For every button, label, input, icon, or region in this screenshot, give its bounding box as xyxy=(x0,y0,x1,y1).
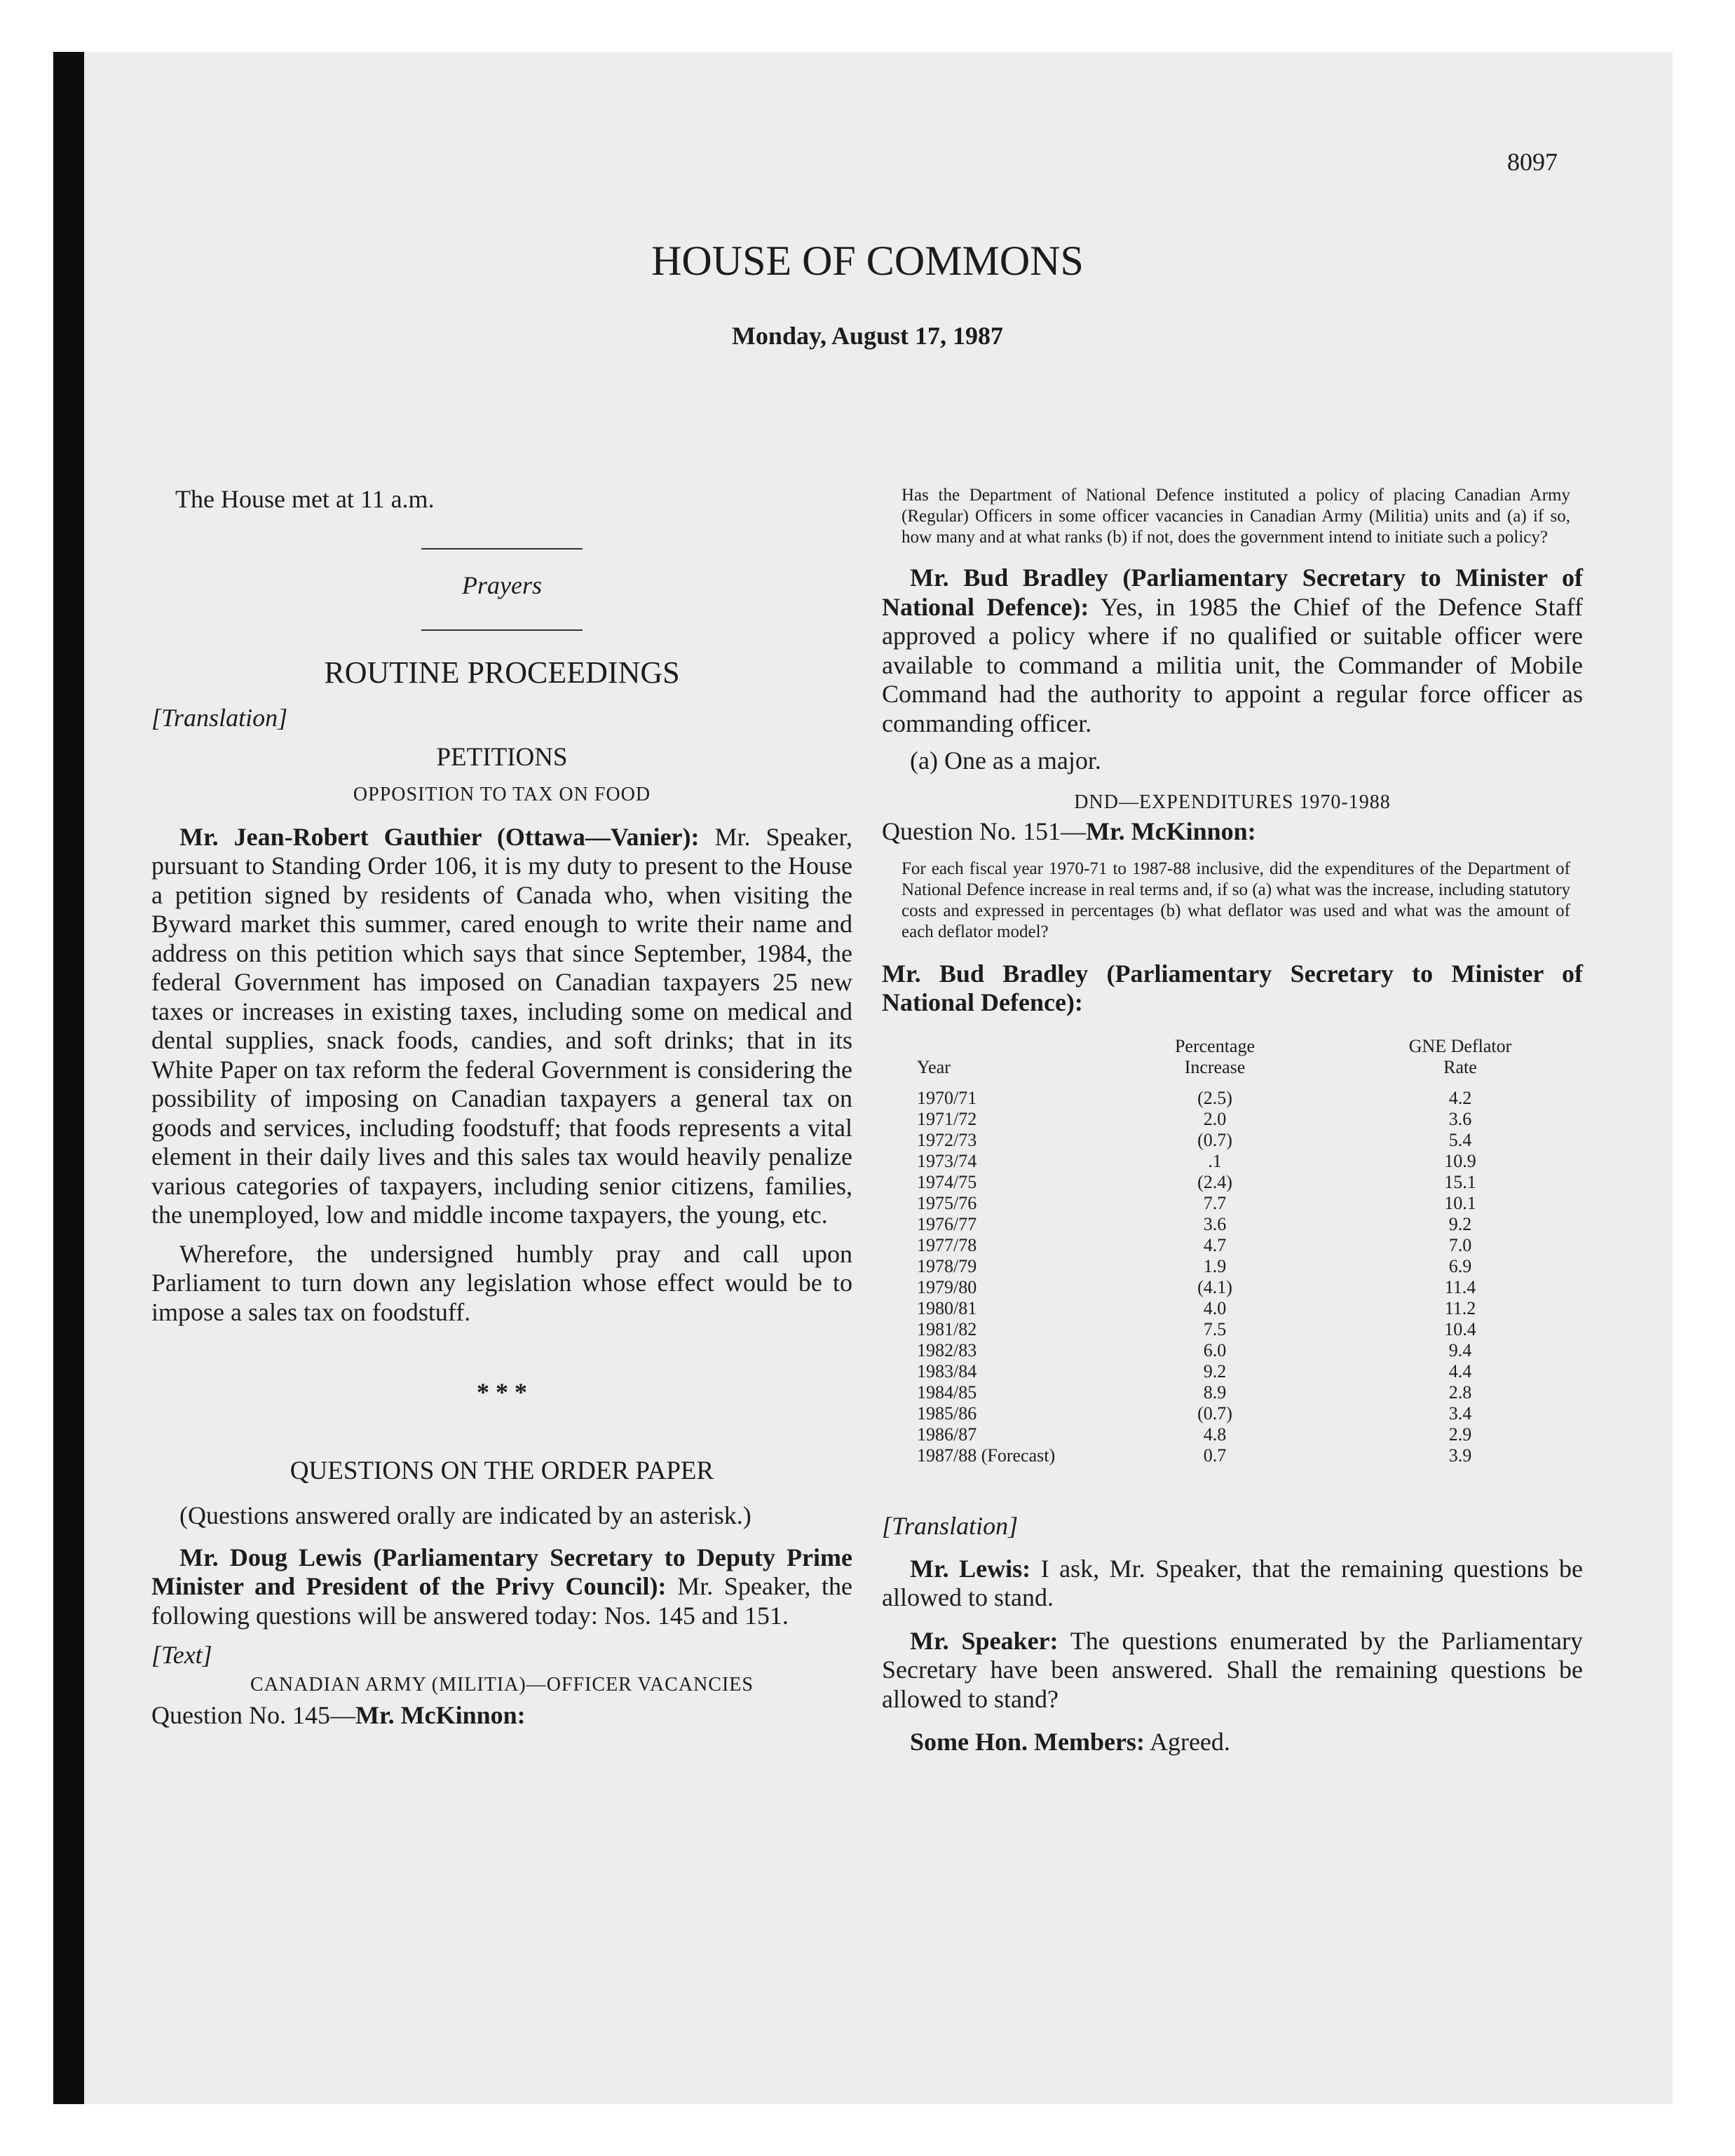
speaker-name: Mr. Bud Bradley (Parliamentary Secretary to Minister of National Defence): xyxy=(882,959,1583,1016)
cell-percentage: .1 xyxy=(1208,1150,1222,1171)
wherefore-paragraph: Wherefore, the undersigned humbly pray and call upon Parliament to turn down any legislation whose effect would be to impose a sales tax on foodstuff. xyxy=(151,1239,852,1326)
question-number: Question No. 151— xyxy=(882,817,1086,845)
header-text: GNE Deflator Rate xyxy=(1408,1035,1512,1077)
gauthier-paragraph xyxy=(151,823,852,1230)
cell-gne: 2.9 xyxy=(1448,1424,1472,1445)
speech-text: I ask, Mr. Speaker, that the remaining questions be allowed to stand. xyxy=(882,1554,1584,1611)
speech-text: The questions enumerated by the Parliamentary Secretary have been answered. Shall the remaining questions be allowed to stand? xyxy=(882,1626,1584,1713)
question-151-text: For each fiscal year 1970-71 to 1987-88 inclusive, did the expenditures of the Department of National Defence increase in real terms and, if so (a) what was the increase, including statutory costs and expressed in percentages (b) what deflator was used and what was the amount of each deflator model? xyxy=(901,859,1570,941)
cell-gne: 11.4 xyxy=(1444,1276,1476,1297)
speaker-name: Some Hon. Members: xyxy=(910,1728,1145,1756)
cell-gne: 9.2 xyxy=(1448,1213,1472,1234)
cell-gne: 4.2 xyxy=(1448,1087,1472,1108)
cell-percentage: 9.2 xyxy=(1203,1360,1227,1381)
cell-percentage: 7.7 xyxy=(1203,1192,1227,1213)
speaker-name: Mr. Bud Bradley (Parliamentary Secretary to Minister of National Defence): xyxy=(882,564,1583,621)
table-row xyxy=(882,1235,1583,1256)
table-row xyxy=(882,1298,1583,1319)
table-row xyxy=(882,1403,1583,1424)
cell-percentage: 1.9 xyxy=(1203,1255,1227,1276)
header-spacer xyxy=(882,1078,1583,1088)
cell-percentage: (0.7) xyxy=(1197,1403,1232,1424)
table-row xyxy=(882,1424,1583,1445)
cell-gne: 3.9 xyxy=(1448,1445,1472,1466)
speaker-name: Mr. Speaker: xyxy=(910,1626,1059,1655)
cell-percentage: (4.1) xyxy=(1197,1276,1232,1297)
prayers: Prayers xyxy=(462,571,542,599)
speaker-name: Mr. Lewis: xyxy=(910,1554,1031,1583)
cell-percentage: 8.9 xyxy=(1203,1381,1227,1403)
cell-gne: 2.8 xyxy=(1448,1381,1472,1403)
asterisk-note: (Questions answered orally are indicated by an asterisk.) xyxy=(179,1501,751,1529)
speaker-paragraph xyxy=(882,1627,1583,1714)
house-met: The House met at 11 a.m. xyxy=(175,485,435,513)
cell-percentage: 6.0 xyxy=(1203,1339,1227,1360)
cell-year: 1977/78 xyxy=(917,1234,977,1255)
speaker-name: Mr. Jean-Robert Gauthier (Ottawa—Vanier): xyxy=(179,822,700,851)
table-row xyxy=(882,1088,1583,1109)
question-145-heading: CANADIAN ARMY (MILITIA)—OFFICER VACANCIES xyxy=(250,1674,754,1696)
lewis-paragraph xyxy=(151,1543,852,1631)
cell-year: 1975/76 xyxy=(917,1192,977,1213)
cell-percentage: (2.4) xyxy=(1197,1171,1232,1192)
cell-percentage: (2.5) xyxy=(1197,1087,1232,1108)
cell-year: 1987/88 (Forecast) xyxy=(917,1445,1056,1466)
table-row xyxy=(882,1214,1583,1235)
cell-year: 1979/80 xyxy=(917,1276,977,1297)
table-row xyxy=(882,1340,1583,1361)
cell-percentage: 4.7 xyxy=(1203,1234,1227,1255)
expenditures-table xyxy=(882,1036,1583,1466)
col-header-year: Year xyxy=(917,1056,951,1077)
col-header-percentage xyxy=(1092,1036,1338,1078)
cell-year: 1971/72 xyxy=(917,1108,977,1129)
question-asker: Mr. McKinnon: xyxy=(355,1701,526,1729)
answer-a: (a) One as a major. xyxy=(910,746,1101,775)
table-row xyxy=(882,1172,1583,1193)
text-tag: [Text] xyxy=(151,1641,212,1669)
cell-gne: 9.4 xyxy=(1448,1339,1472,1360)
cell-percentage: 2.0 xyxy=(1203,1108,1227,1129)
members-paragraph xyxy=(882,1728,1583,1757)
cell-gne: 7.0 xyxy=(1448,1234,1472,1255)
cell-year: 1972/73 xyxy=(917,1129,977,1150)
cell-gne: 10.4 xyxy=(1444,1318,1476,1339)
cell-gne: 6.9 xyxy=(1448,1255,1472,1276)
right-column xyxy=(882,485,1583,1757)
bradley-speaker-2 xyxy=(882,960,1583,1018)
cell-gne: 15.1 xyxy=(1444,1171,1476,1192)
bradley-answer xyxy=(882,564,1583,738)
left-column xyxy=(151,485,852,1730)
cell-gne: 5.4 xyxy=(1448,1129,1472,1150)
question-145-text: Has the Department of National Defence instituted a policy of placing Canadian Army (Regular) Officers in some officer vacancies in Canadian Army (Militia) units and (a) if so, how many and at what ranks (b) if not, does the government intend to initiate such a policy? xyxy=(901,486,1570,547)
cell-year: 1976/77 xyxy=(917,1213,977,1234)
translation-tag: [Translation] xyxy=(151,703,288,732)
question-151-heading: DND—EXPENDITURES 1970-1988 xyxy=(1074,791,1391,813)
cell-gne: 10.9 xyxy=(1444,1150,1476,1171)
table-row xyxy=(882,1382,1583,1403)
table-row xyxy=(882,1277,1583,1298)
routine-proceedings-heading: ROUTINE PROCEEDINGS xyxy=(324,655,680,690)
lewis-request xyxy=(882,1555,1583,1613)
table-row xyxy=(882,1445,1583,1466)
speaker-name: Mr. Doug Lewis (Parliamentary Secretary to Deputy Prime Minister and President of the Privy Council): xyxy=(151,1543,852,1600)
cell-year: 1986/87 xyxy=(917,1424,977,1445)
header-text: Percentage Increase xyxy=(1174,1035,1256,1077)
translation-tag: [Translation] xyxy=(882,1511,1019,1540)
cell-percentage: 4.0 xyxy=(1203,1297,1227,1318)
speech-text: Yes, in 1985 the Chief of the Defence Staff approved a policy where if no qualified or suitable officer were available to command a militia unit, the Commander of Mobile Command had the authority to appoint a regular force officer as commanding officer. xyxy=(882,592,1583,737)
cell-percentage: 4.8 xyxy=(1203,1424,1227,1445)
page-date: Monday, August 17, 1987 xyxy=(731,322,1004,350)
cell-year: 1981/82 xyxy=(917,1318,977,1339)
petition-subheading: OPPOSITION TO TAX ON FOOD xyxy=(353,783,651,805)
cell-year: 1985/86 xyxy=(917,1403,977,1424)
table-header-row xyxy=(882,1036,1583,1078)
page-title: HOUSE OF COMMONS xyxy=(651,238,1084,284)
page-number: 8097 xyxy=(1507,148,1558,176)
table-row xyxy=(882,1193,1583,1214)
section-separator: * * * xyxy=(477,1378,527,1406)
cell-year: 1970/71 xyxy=(917,1087,977,1108)
cell-percentage: 3.6 xyxy=(1203,1213,1227,1234)
col-header-gne xyxy=(1338,1036,1583,1078)
table-row xyxy=(882,1361,1583,1382)
question-151-label xyxy=(882,817,1583,846)
cell-year: 1980/81 xyxy=(917,1297,977,1318)
speech-text: Mr. Speaker, pursuant to Standing Order 106, it is my duty to present to the House a petition signed by residents of Canada who, when visiting the Byward market this summer, cared enough to write their name and address on this petition which says that since September, 1984, the federal Government has imposed on Canadian taxpayers 25 new taxes or increases in existing taxes, including some on medical and dental supplies, snack foods, candies, and soft drinks; that in its White Paper on tax reform the federal Government is considering the possibility of imposing on Canadian taxpayers a general tax on goods and services, including foodstuff; that foods represents a vital element in their daily lives and this sales tax would heavily penalize various categories of taxpayers, including senior citizens, families, the unemployed, low and middle income taxpayers, the young, etc. xyxy=(151,822,852,1229)
table-row xyxy=(882,1151,1583,1172)
table-row xyxy=(882,1130,1583,1151)
cell-percentage: 7.5 xyxy=(1203,1318,1227,1339)
table-row xyxy=(882,1319,1583,1340)
rule-divider xyxy=(421,548,583,550)
cell-gne: 10.1 xyxy=(1444,1192,1476,1213)
cell-gne: 3.4 xyxy=(1448,1403,1472,1424)
question-number: Question No. 145— xyxy=(151,1701,355,1729)
cell-percentage: 0.7 xyxy=(1203,1445,1227,1466)
questions-heading: QUESTIONS ON THE ORDER PAPER xyxy=(290,1456,714,1485)
question-145-label xyxy=(151,1700,852,1730)
cell-year: 1973/74 xyxy=(917,1150,977,1171)
cell-gne: 3.6 xyxy=(1448,1108,1472,1129)
cell-gne: 11.2 xyxy=(1444,1297,1476,1318)
cell-percentage: (0.7) xyxy=(1197,1129,1232,1150)
cell-year: 1983/84 xyxy=(917,1360,977,1381)
cell-year: 1984/85 xyxy=(917,1381,977,1403)
question-asker: Mr. McKinnon: xyxy=(1086,817,1256,845)
rule-divider xyxy=(421,629,583,631)
cell-year: 1974/75 xyxy=(917,1171,977,1192)
table-row xyxy=(882,1109,1583,1130)
cell-year: 1978/79 xyxy=(917,1255,977,1276)
cell-year: 1982/83 xyxy=(917,1339,977,1360)
binding-edge xyxy=(53,52,84,2104)
petitions-heading: PETITIONS xyxy=(436,742,568,772)
table-body xyxy=(882,1088,1583,1466)
table-row xyxy=(882,1256,1583,1277)
cell-gne: 4.4 xyxy=(1448,1360,1472,1381)
speech-text: Mr. Speaker, the following questions will be answered today: Nos. 145 and 151. xyxy=(151,1572,853,1630)
speech-text: Agreed. xyxy=(1149,1728,1230,1756)
